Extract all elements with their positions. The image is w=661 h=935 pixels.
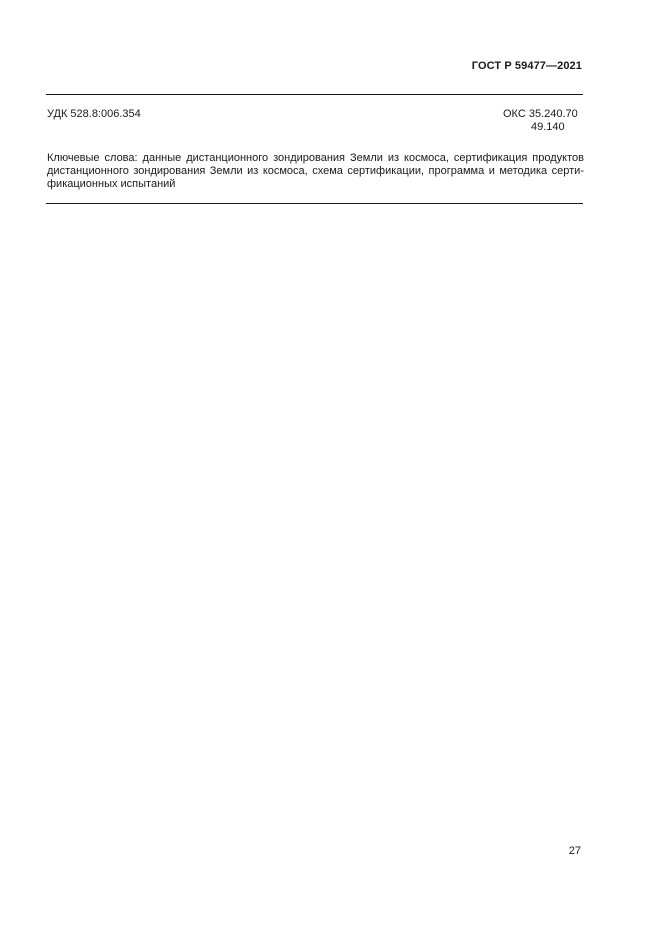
keywords-paragraph bbox=[47, 152, 584, 192]
keywords-line-2: дистанционного зондирования Земли из космоса, схема сертификации, программа и методика серти- bbox=[47, 165, 584, 178]
keywords-line-3: фикационных испытаний bbox=[47, 178, 176, 191]
oks-code-line-2: 49.140 bbox=[531, 121, 565, 133]
header-divider bbox=[46, 94, 583, 95]
oks-code bbox=[503, 108, 578, 134]
oks-code-line-1: ОКС 35.240.70 bbox=[503, 108, 578, 120]
standard-number: ГОСТ Р 59477—2021 bbox=[471, 60, 582, 72]
udc-code: УДК 528.8:006.354 bbox=[47, 108, 141, 120]
keywords-divider bbox=[46, 203, 583, 204]
page-number: 27 bbox=[568, 845, 581, 857]
keywords-line-1: Ключевые слова: данные дистанционного зондирования Земли из космоса, сертификация продуктов bbox=[47, 152, 584, 164]
